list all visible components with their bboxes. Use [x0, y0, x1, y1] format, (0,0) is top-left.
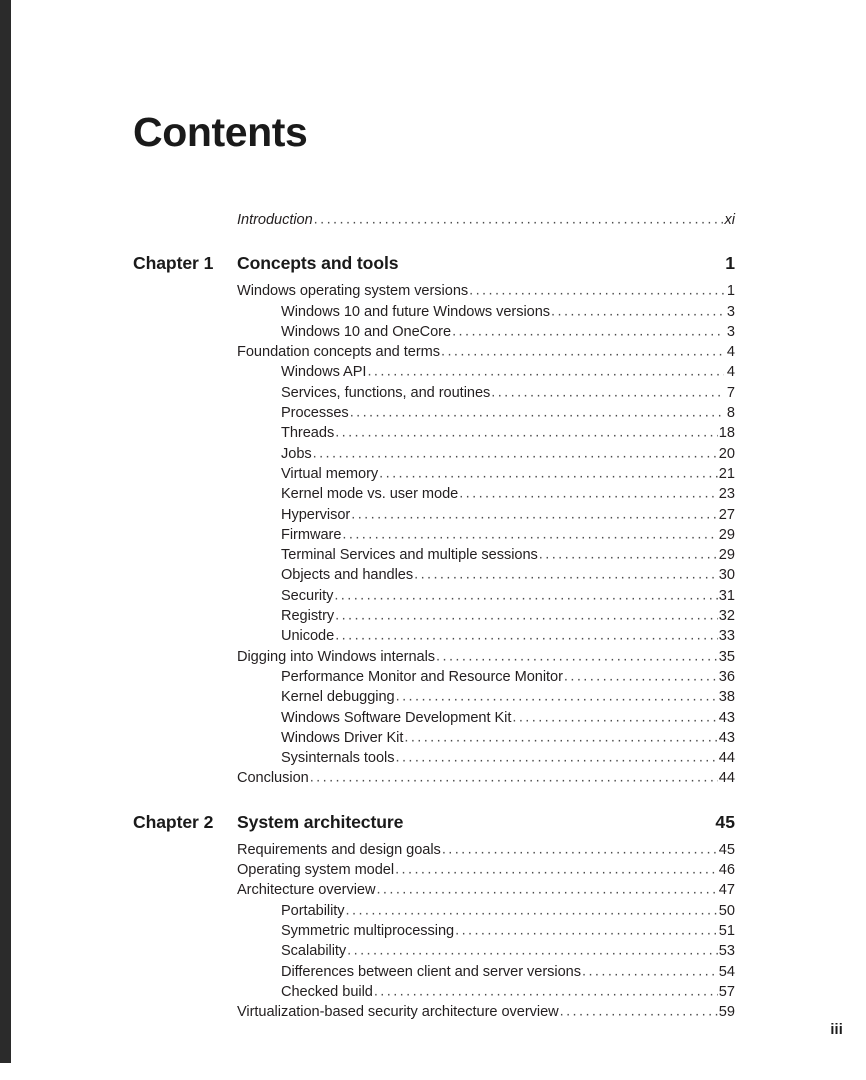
dot-leader — [491, 384, 724, 400]
toc-entry-text: Windows 10 and OneCore — [281, 323, 452, 340]
toc-page-number: 8 — [726, 405, 735, 422]
toc-page-number: 44 — [718, 770, 735, 787]
toc-page-number: 23 — [718, 486, 735, 503]
toc-row-label: Chapter 1 — [133, 253, 214, 274]
toc-entry-text: Requirements and design goals — [237, 841, 441, 858]
toc-entry-row[interactable] — [133, 567, 735, 587]
toc-page-number: 33 — [718, 628, 735, 645]
dot-leader — [395, 750, 717, 766]
toc-page-number: 36 — [718, 668, 735, 685]
toc-entry-text: Windows 10 and future Windows versions — [281, 303, 551, 320]
section-spacer — [0, 232, 866, 253]
toc-entry-text: Introduction — [237, 212, 313, 228]
toc-entry-text: Concepts and tools — [237, 253, 399, 274]
toc-entry-text: Kernel mode vs. user mode — [281, 486, 459, 503]
toc-entry-text: Firmware — [281, 526, 342, 543]
toc-page-number: 3 — [726, 323, 735, 340]
dot-leader — [376, 882, 717, 898]
toc-entry-text: Sysinternals tools — [281, 750, 395, 767]
toc-entry-text: Objects and handles — [281, 567, 414, 584]
toc-entry-row[interactable] — [133, 730, 735, 750]
section-spacer — [0, 791, 866, 812]
toc-entry-text: Hypervisor — [281, 506, 351, 523]
dot-leader — [404, 729, 717, 745]
toc-chapter-row[interactable] — [133, 253, 735, 283]
toc-page-number: 31 — [718, 587, 735, 604]
toc-page-number: 51 — [718, 922, 735, 939]
toc-entry-text: Performance Monitor and Resource Monitor — [281, 668, 563, 685]
dot-leader — [452, 323, 724, 339]
toc-entry-text: Windows Driver Kit — [281, 729, 404, 746]
toc-page-number: 30 — [718, 567, 735, 584]
toc-entry-row[interactable] — [133, 689, 735, 709]
toc-entry-row[interactable] — [133, 405, 735, 425]
dot-leader — [512, 709, 717, 725]
toc-page-number: 50 — [718, 902, 735, 919]
dot-leader — [334, 587, 717, 603]
dot-leader — [379, 465, 718, 481]
toc-front-matter-row[interactable] — [133, 212, 735, 232]
toc-page-number: 59 — [718, 1004, 735, 1021]
toc-entry-row[interactable] — [133, 964, 735, 984]
toc-entry-row[interactable] — [133, 669, 735, 689]
dot-leader — [347, 943, 718, 959]
toc-entry-text: Jobs — [281, 445, 312, 462]
toc-entry-text: Terminal Services and multiple sessions — [281, 547, 538, 564]
toc-entry-text: Foundation concepts and terms — [237, 344, 440, 361]
dot-leader — [396, 689, 718, 705]
toc-entry-text: Windows operating system versions — [237, 283, 469, 300]
toc-entry-row[interactable] — [133, 903, 735, 923]
toc-page-number: 4 — [726, 364, 735, 381]
toc-entry-row[interactable] — [133, 882, 735, 902]
toc-entry-row[interactable] — [133, 304, 735, 324]
toc-entry-row[interactable] — [133, 364, 735, 384]
toc-entry-row[interactable] — [133, 943, 735, 963]
toc-page-number: 54 — [718, 963, 735, 980]
toc-page-number: 43 — [718, 729, 735, 746]
toc-entry-text: Threads — [281, 425, 335, 442]
toc-page-number: 29 — [718, 526, 735, 543]
toc-page-number: 32 — [718, 608, 735, 625]
toc-page-number: 7 — [726, 384, 735, 401]
toc-entry-row[interactable] — [133, 770, 735, 790]
dot-leader — [314, 212, 724, 228]
toc-entry-row[interactable] — [133, 649, 735, 669]
toc-entry-row[interactable] — [133, 324, 735, 344]
dot-leader — [455, 922, 718, 938]
toc-page-number: 29 — [718, 547, 735, 564]
toc-entry-row[interactable] — [133, 1004, 735, 1024]
toc-page-number: 46 — [718, 862, 735, 879]
toc-page-number: 35 — [718, 648, 735, 665]
dot-leader — [350, 405, 724, 421]
toc-entry-text: Registry — [281, 608, 335, 625]
dot-leader — [335, 628, 718, 644]
toc-entry-row[interactable] — [133, 984, 735, 1004]
dot-leader — [414, 567, 718, 583]
dot-leader — [551, 303, 724, 319]
toc-page-number: 4 — [726, 344, 735, 361]
toc-chapter-row[interactable] — [133, 812, 735, 842]
toc-entry-text: Symmetric multiprocessing — [281, 922, 455, 939]
toc-entry-text: Architecture overview — [237, 882, 376, 899]
toc-page-number: 1 — [726, 283, 735, 300]
toc-entry-text: Services, functions, and routines — [281, 384, 491, 401]
toc-page-number: 20 — [718, 445, 735, 462]
toc-page-number: 1 — [725, 253, 735, 274]
dot-leader — [367, 364, 724, 380]
toc-entry-text: Processes — [281, 405, 349, 422]
dot-leader — [469, 283, 724, 299]
toc-entry-text: Unicode — [281, 628, 335, 645]
toc-entry-text: Security — [281, 587, 334, 604]
toc-entry-text: Kernel debugging — [281, 689, 395, 706]
toc-entry-row[interactable] — [133, 283, 735, 303]
dot-leader — [374, 983, 718, 999]
dot-leader — [351, 506, 718, 522]
toc-entry-row[interactable] — [133, 750, 735, 770]
dot-leader — [441, 344, 724, 360]
table-of-contents — [0, 212, 866, 1024]
dot-leader — [459, 486, 718, 502]
toc-entry-text: Scalability — [281, 943, 347, 960]
toc-page-number: 45 — [715, 811, 735, 832]
toc-entry-row[interactable] — [133, 466, 735, 486]
toc-entry-text: Digging into Windows internals — [237, 648, 436, 665]
dot-leader — [335, 608, 718, 624]
toc-page-number: 45 — [718, 841, 735, 858]
dot-leader — [346, 902, 718, 918]
toc-entry-row[interactable] — [133, 842, 735, 862]
dot-leader — [342, 526, 717, 542]
toc-entry-text: System architecture — [237, 811, 404, 832]
page-title: Contents — [133, 109, 308, 155]
dot-leader — [310, 770, 718, 786]
toc-entry-text: Virtualization-based security architecture overview — [237, 1004, 559, 1021]
toc-entry-text: Windows API — [281, 364, 367, 381]
toc-entry-text: Differences between client and server versions — [281, 963, 582, 980]
toc-page-number: 21 — [718, 465, 735, 482]
dot-leader — [560, 1004, 718, 1020]
toc-entry-text: Virtual memory — [281, 465, 379, 482]
dot-leader — [335, 425, 718, 441]
toc-entry-row[interactable] — [133, 507, 735, 527]
toc-page-number: 18 — [718, 425, 735, 442]
toc-entry-row[interactable] — [133, 923, 735, 943]
toc-page-number: 38 — [718, 689, 735, 706]
toc-entry-text: Operating system model — [237, 862, 395, 879]
toc-entry-text: Windows Software Development Kit — [281, 709, 512, 726]
toc-page-number: 3 — [726, 303, 735, 320]
toc-page-number: 27 — [718, 506, 735, 523]
toc-page-number: 47 — [718, 882, 735, 899]
toc-entry-row[interactable] — [133, 608, 735, 628]
toc-entry-text: Checked build — [281, 983, 373, 1000]
toc-entry-row[interactable] — [133, 344, 735, 364]
dot-leader — [539, 547, 718, 563]
toc-entry-row[interactable] — [133, 862, 735, 882]
dot-leader — [442, 841, 718, 857]
page-folio: iii — [830, 1022, 843, 1038]
toc-entry-row[interactable] — [133, 486, 735, 506]
toc-entry-row[interactable] — [133, 547, 735, 567]
dot-leader — [582, 963, 718, 979]
toc-page-number: 57 — [718, 983, 735, 1000]
toc-page-number: xi — [724, 212, 735, 228]
toc-entry-row[interactable] — [133, 385, 735, 405]
toc-entry-row[interactable] — [133, 628, 735, 648]
toc-page-number: 53 — [718, 943, 735, 960]
toc-entry-row[interactable] — [133, 710, 735, 730]
toc-entry-text: Portability — [281, 902, 345, 919]
toc-page-number: 44 — [718, 750, 735, 767]
toc-row-label: Chapter 2 — [133, 811, 214, 832]
toc-entry-row[interactable] — [133, 446, 735, 466]
dot-leader — [395, 862, 718, 878]
toc-entry-row[interactable] — [133, 425, 735, 445]
dot-leader — [436, 648, 718, 664]
toc-entry-row[interactable] — [133, 527, 735, 547]
toc-page-number: 43 — [718, 709, 735, 726]
toc-entry-row[interactable] — [133, 588, 735, 608]
dot-leader — [313, 445, 718, 461]
toc-entry-text: Conclusion — [237, 770, 309, 787]
dot-leader — [564, 668, 718, 684]
